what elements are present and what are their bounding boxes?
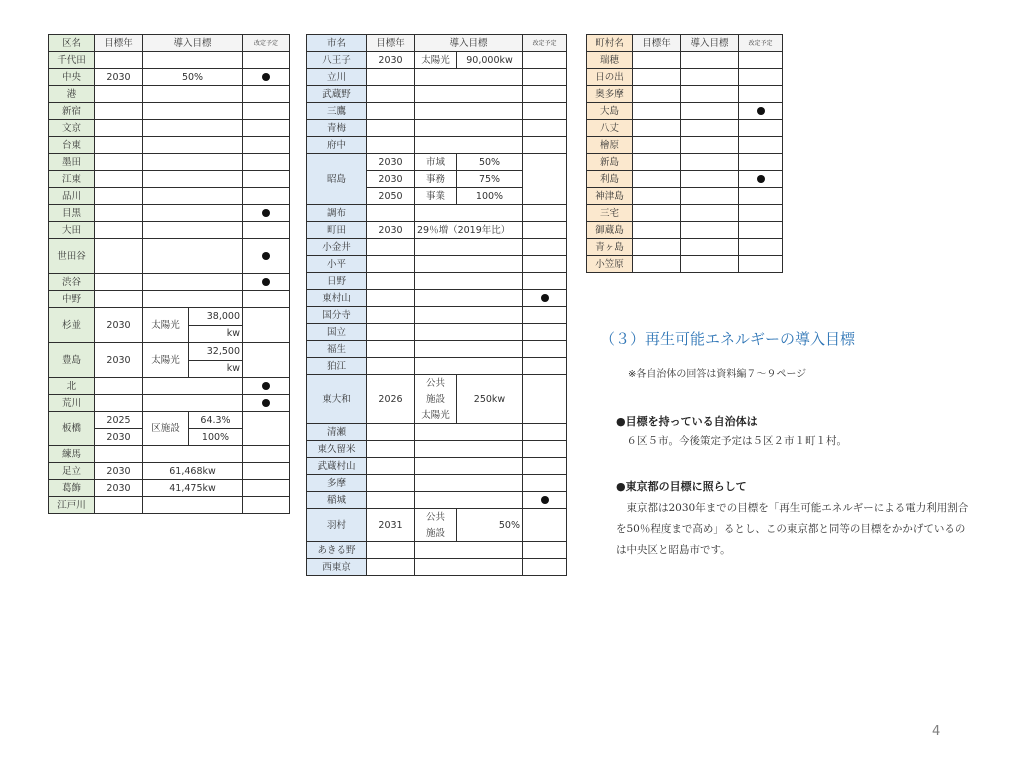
row-item: 公共 (415, 375, 457, 392)
header-city-name: 市名 (307, 35, 367, 52)
row-item: 太陽光 (143, 308, 189, 343)
row-item: 施設 (415, 525, 457, 542)
revision-mark (523, 492, 567, 509)
table-row (307, 69, 567, 86)
revision-dot-icon (757, 107, 765, 115)
row-name: 千代田 (49, 52, 95, 69)
row-value-unit: kw (189, 325, 243, 343)
row-name: 三宅 (587, 205, 633, 222)
table-row (49, 188, 290, 205)
row-name: 東久留米 (307, 441, 367, 458)
revision-mark (523, 290, 567, 307)
table-row (307, 222, 567, 239)
table-row (49, 171, 290, 188)
row-name: 豊島 (49, 343, 95, 378)
row-year: 2031 (367, 509, 415, 542)
table-row (587, 86, 783, 103)
row-name: 調布 (307, 205, 367, 222)
table-row (49, 378, 290, 395)
row-name: 稲城 (307, 492, 367, 509)
table-row (307, 424, 567, 441)
table-row (307, 542, 567, 559)
table-row (587, 69, 783, 86)
table-row (587, 137, 783, 154)
row-name: 小平 (307, 256, 367, 273)
revision-dot-icon (262, 278, 270, 286)
row-name: 瑞穂 (587, 52, 633, 69)
table-row (307, 341, 567, 358)
row-year: 2030 (95, 69, 143, 86)
row-value-unit: kw (189, 360, 243, 378)
table-row (307, 307, 567, 324)
row-target: 41,475kw (143, 480, 243, 497)
row-value: 90,000kw (457, 52, 523, 69)
row-name: 国分寺 (307, 307, 367, 324)
table-row (307, 458, 567, 475)
row-name: 荒川 (49, 395, 95, 412)
table-row (49, 120, 290, 137)
row-name: 小笠原 (587, 256, 633, 273)
table-row (49, 52, 290, 69)
revision-mark (243, 239, 290, 274)
revision-mark (739, 171, 783, 188)
row-name: 大田 (49, 222, 95, 239)
table-row (49, 103, 290, 120)
header-target-year: 目標年 (367, 35, 415, 52)
row-value: 100% (189, 429, 243, 446)
row-name: 港 (49, 86, 95, 103)
row-year: 2030 (367, 52, 415, 69)
table-row (49, 395, 290, 412)
table-header-row (49, 35, 290, 52)
table-row (307, 256, 567, 273)
row-name: 江戸川 (49, 497, 95, 514)
header-ward-name: 区名 (49, 35, 95, 52)
row-name: 檜原 (587, 137, 633, 154)
revision-dot-icon (262, 382, 270, 390)
row-name: 台東 (49, 137, 95, 154)
row-target: 61,468kw (143, 463, 243, 480)
table-row (49, 291, 290, 308)
bullet-text-municipalities-with-targets: ６区５市。今後策定予定は５区２市１町１村。 (616, 435, 847, 447)
header-target-year: 目標年 (95, 35, 143, 52)
table-row (587, 120, 783, 137)
table-row (307, 239, 567, 256)
table-row (49, 154, 290, 171)
revision-dot-icon (262, 399, 270, 407)
table-row (587, 256, 783, 273)
table-row (307, 290, 567, 307)
header-town-name: 町村名 (587, 35, 633, 52)
table-row (49, 412, 290, 429)
ward-targets-table (48, 34, 290, 514)
row-name: 新宿 (49, 103, 95, 120)
table-header-row (587, 35, 783, 52)
table-row (587, 103, 783, 120)
row-name: 御蔵島 (587, 222, 633, 239)
row-name: 西東京 (307, 559, 367, 576)
table-row (587, 205, 783, 222)
row-name: 目黒 (49, 205, 95, 222)
row-name: 清瀬 (307, 424, 367, 441)
table-row (307, 559, 567, 576)
header-target-year: 目標年 (633, 35, 681, 52)
row-name: 八王子 (307, 52, 367, 69)
row-name: 国立 (307, 324, 367, 341)
row-name: 羽村 (307, 509, 367, 542)
row-name: 青梅 (307, 120, 367, 137)
row-name: 杉並 (49, 308, 95, 343)
table-row (49, 480, 290, 497)
row-name: 小金井 (307, 239, 367, 256)
table-row (49, 274, 290, 291)
table-row (307, 103, 567, 120)
table-row (587, 239, 783, 256)
row-name: 日野 (307, 273, 367, 290)
table-row (307, 154, 567, 171)
table-row (49, 343, 290, 361)
row-name: 奥多摩 (587, 86, 633, 103)
table-row (307, 86, 567, 103)
header-adoption-target: 導入目標 (681, 35, 739, 52)
table-row (587, 154, 783, 171)
row-name: あきる野 (307, 542, 367, 559)
row-item: 太陽光 (143, 343, 189, 378)
table-row (49, 205, 290, 222)
row-value: 100% (457, 188, 523, 205)
row-year: 2026 (367, 375, 415, 424)
table-row (587, 52, 783, 69)
table-row (307, 358, 567, 375)
bullet-heading-municipalities-with-targets: ●目標を持っている自治体は (616, 415, 758, 428)
row-name: 墨田 (49, 154, 95, 171)
row-name: 大島 (587, 103, 633, 120)
row-year: 2030 (95, 463, 143, 480)
table-row (49, 137, 290, 154)
row-name: 江東 (49, 171, 95, 188)
row-name: 世田谷 (49, 239, 95, 274)
revision-dot-icon (262, 209, 270, 217)
row-name: 八丈 (587, 120, 633, 137)
row-name: 渋谷 (49, 274, 95, 291)
row-target: 50% (143, 69, 243, 86)
header-revision-planned: 改定予定 (523, 35, 567, 52)
row-year: 2030 (95, 429, 143, 446)
table-header-row (307, 35, 567, 52)
row-name: 新島 (587, 154, 633, 171)
row-year: 2030 (95, 308, 143, 343)
row-name: 北 (49, 378, 95, 395)
row-name: 板橋 (49, 412, 95, 446)
row-name: 昭島 (307, 154, 367, 205)
revision-mark (243, 395, 290, 412)
row-name: 東村山 (307, 290, 367, 307)
row-name: 葛飾 (49, 480, 95, 497)
row-item: 公共 (415, 509, 457, 526)
row-name: 町田 (307, 222, 367, 239)
header-adoption-target: 導入目標 (143, 35, 243, 52)
row-name: 文京 (49, 120, 95, 137)
table-row (49, 446, 290, 463)
row-name: 狛江 (307, 358, 367, 375)
table-row (307, 205, 567, 222)
table-row (307, 441, 567, 458)
row-item: 区施設 (143, 412, 189, 446)
row-year: 2030 (95, 343, 143, 378)
row-value: 50% (457, 509, 523, 542)
revision-dot-icon (541, 496, 549, 504)
row-name: 三鷹 (307, 103, 367, 120)
bullet-heading-tokyo-target-comparison: ●東京都の目標に照らして (616, 480, 747, 493)
table-row (307, 375, 567, 392)
table-row (307, 52, 567, 69)
row-name: 青ヶ島 (587, 239, 633, 256)
header-adoption-target: 導入目標 (415, 35, 523, 52)
table-row (307, 324, 567, 341)
revision-dot-icon (541, 294, 549, 302)
page-number: 4 (932, 724, 941, 739)
row-value: 250kw (457, 375, 523, 424)
table-row (49, 463, 290, 480)
row-item: 市域 (415, 154, 457, 171)
row-name: 武蔵野 (307, 86, 367, 103)
row-name: 神津島 (587, 188, 633, 205)
row-name: 中央 (49, 69, 95, 86)
table-row (307, 273, 567, 290)
table-row (49, 239, 290, 274)
revision-mark (243, 205, 290, 222)
table-row (587, 222, 783, 239)
row-name: 立川 (307, 69, 367, 86)
row-name: 日の出 (587, 69, 633, 86)
row-name: 品川 (49, 188, 95, 205)
table-row (49, 69, 290, 86)
row-name: 東大和 (307, 375, 367, 424)
table-row (307, 492, 567, 509)
row-value: 38,000 (189, 308, 243, 326)
row-name: 利島 (587, 171, 633, 188)
row-year: 2030 (367, 171, 415, 188)
table-row (307, 475, 567, 492)
row-value: 50% (457, 154, 523, 171)
row-year: 2050 (367, 188, 415, 205)
bullet-text-tokyo-target-comparison: 東京都は2030年までの目標を「再生可能エネルギーによる電力利用割合を50％程度まで高め」るとし、この東京都と同等の目標をかかげているのは中央区と昭島市です。 (616, 502, 969, 556)
row-name: 武蔵村山 (307, 458, 367, 475)
table-row (307, 509, 567, 526)
reference-note: ※各自治体の回答は資料編７～９ページ (628, 369, 807, 380)
row-item: 事務 (415, 171, 457, 188)
row-item: 太陽光 (415, 407, 457, 424)
table-row (49, 222, 290, 239)
revision-mark (243, 274, 290, 291)
town-village-targets-table (586, 34, 783, 273)
row-year: 2030 (367, 154, 415, 171)
row-target: 29％増（2019年比） (415, 222, 523, 239)
table-row (307, 120, 567, 137)
section-heading: （３）再生可能エネルギーの導入目標 (600, 330, 856, 348)
revision-dot-icon (262, 252, 270, 260)
row-item: 施設 (415, 391, 457, 407)
revision-mark (243, 378, 290, 395)
revision-mark (243, 69, 290, 86)
header-revision-planned: 改定予定 (243, 35, 290, 52)
table-row (587, 188, 783, 205)
table-row (307, 137, 567, 154)
row-name: 福生 (307, 341, 367, 358)
row-name: 多摩 (307, 475, 367, 492)
city-targets-table (306, 34, 567, 576)
table-row (49, 308, 290, 326)
row-value: 64.3% (189, 412, 243, 429)
table-row (587, 171, 783, 188)
revision-dot-icon (757, 175, 765, 183)
header-revision-planned: 改定予定 (739, 35, 783, 52)
row-year: 2025 (95, 412, 143, 429)
revision-mark (739, 103, 783, 120)
row-name: 練馬 (49, 446, 95, 463)
row-name: 足立 (49, 463, 95, 480)
table-row (49, 497, 290, 514)
row-name: 府中 (307, 137, 367, 154)
table-row (49, 86, 290, 103)
row-year: 2030 (95, 480, 143, 497)
row-year: 2030 (367, 222, 415, 239)
row-item: 事業 (415, 188, 457, 205)
row-name: 中野 (49, 291, 95, 308)
row-value: 32,500 (189, 343, 243, 361)
revision-dot-icon (262, 73, 270, 81)
row-item: 太陽光 (415, 52, 457, 69)
row-value: 75% (457, 171, 523, 188)
